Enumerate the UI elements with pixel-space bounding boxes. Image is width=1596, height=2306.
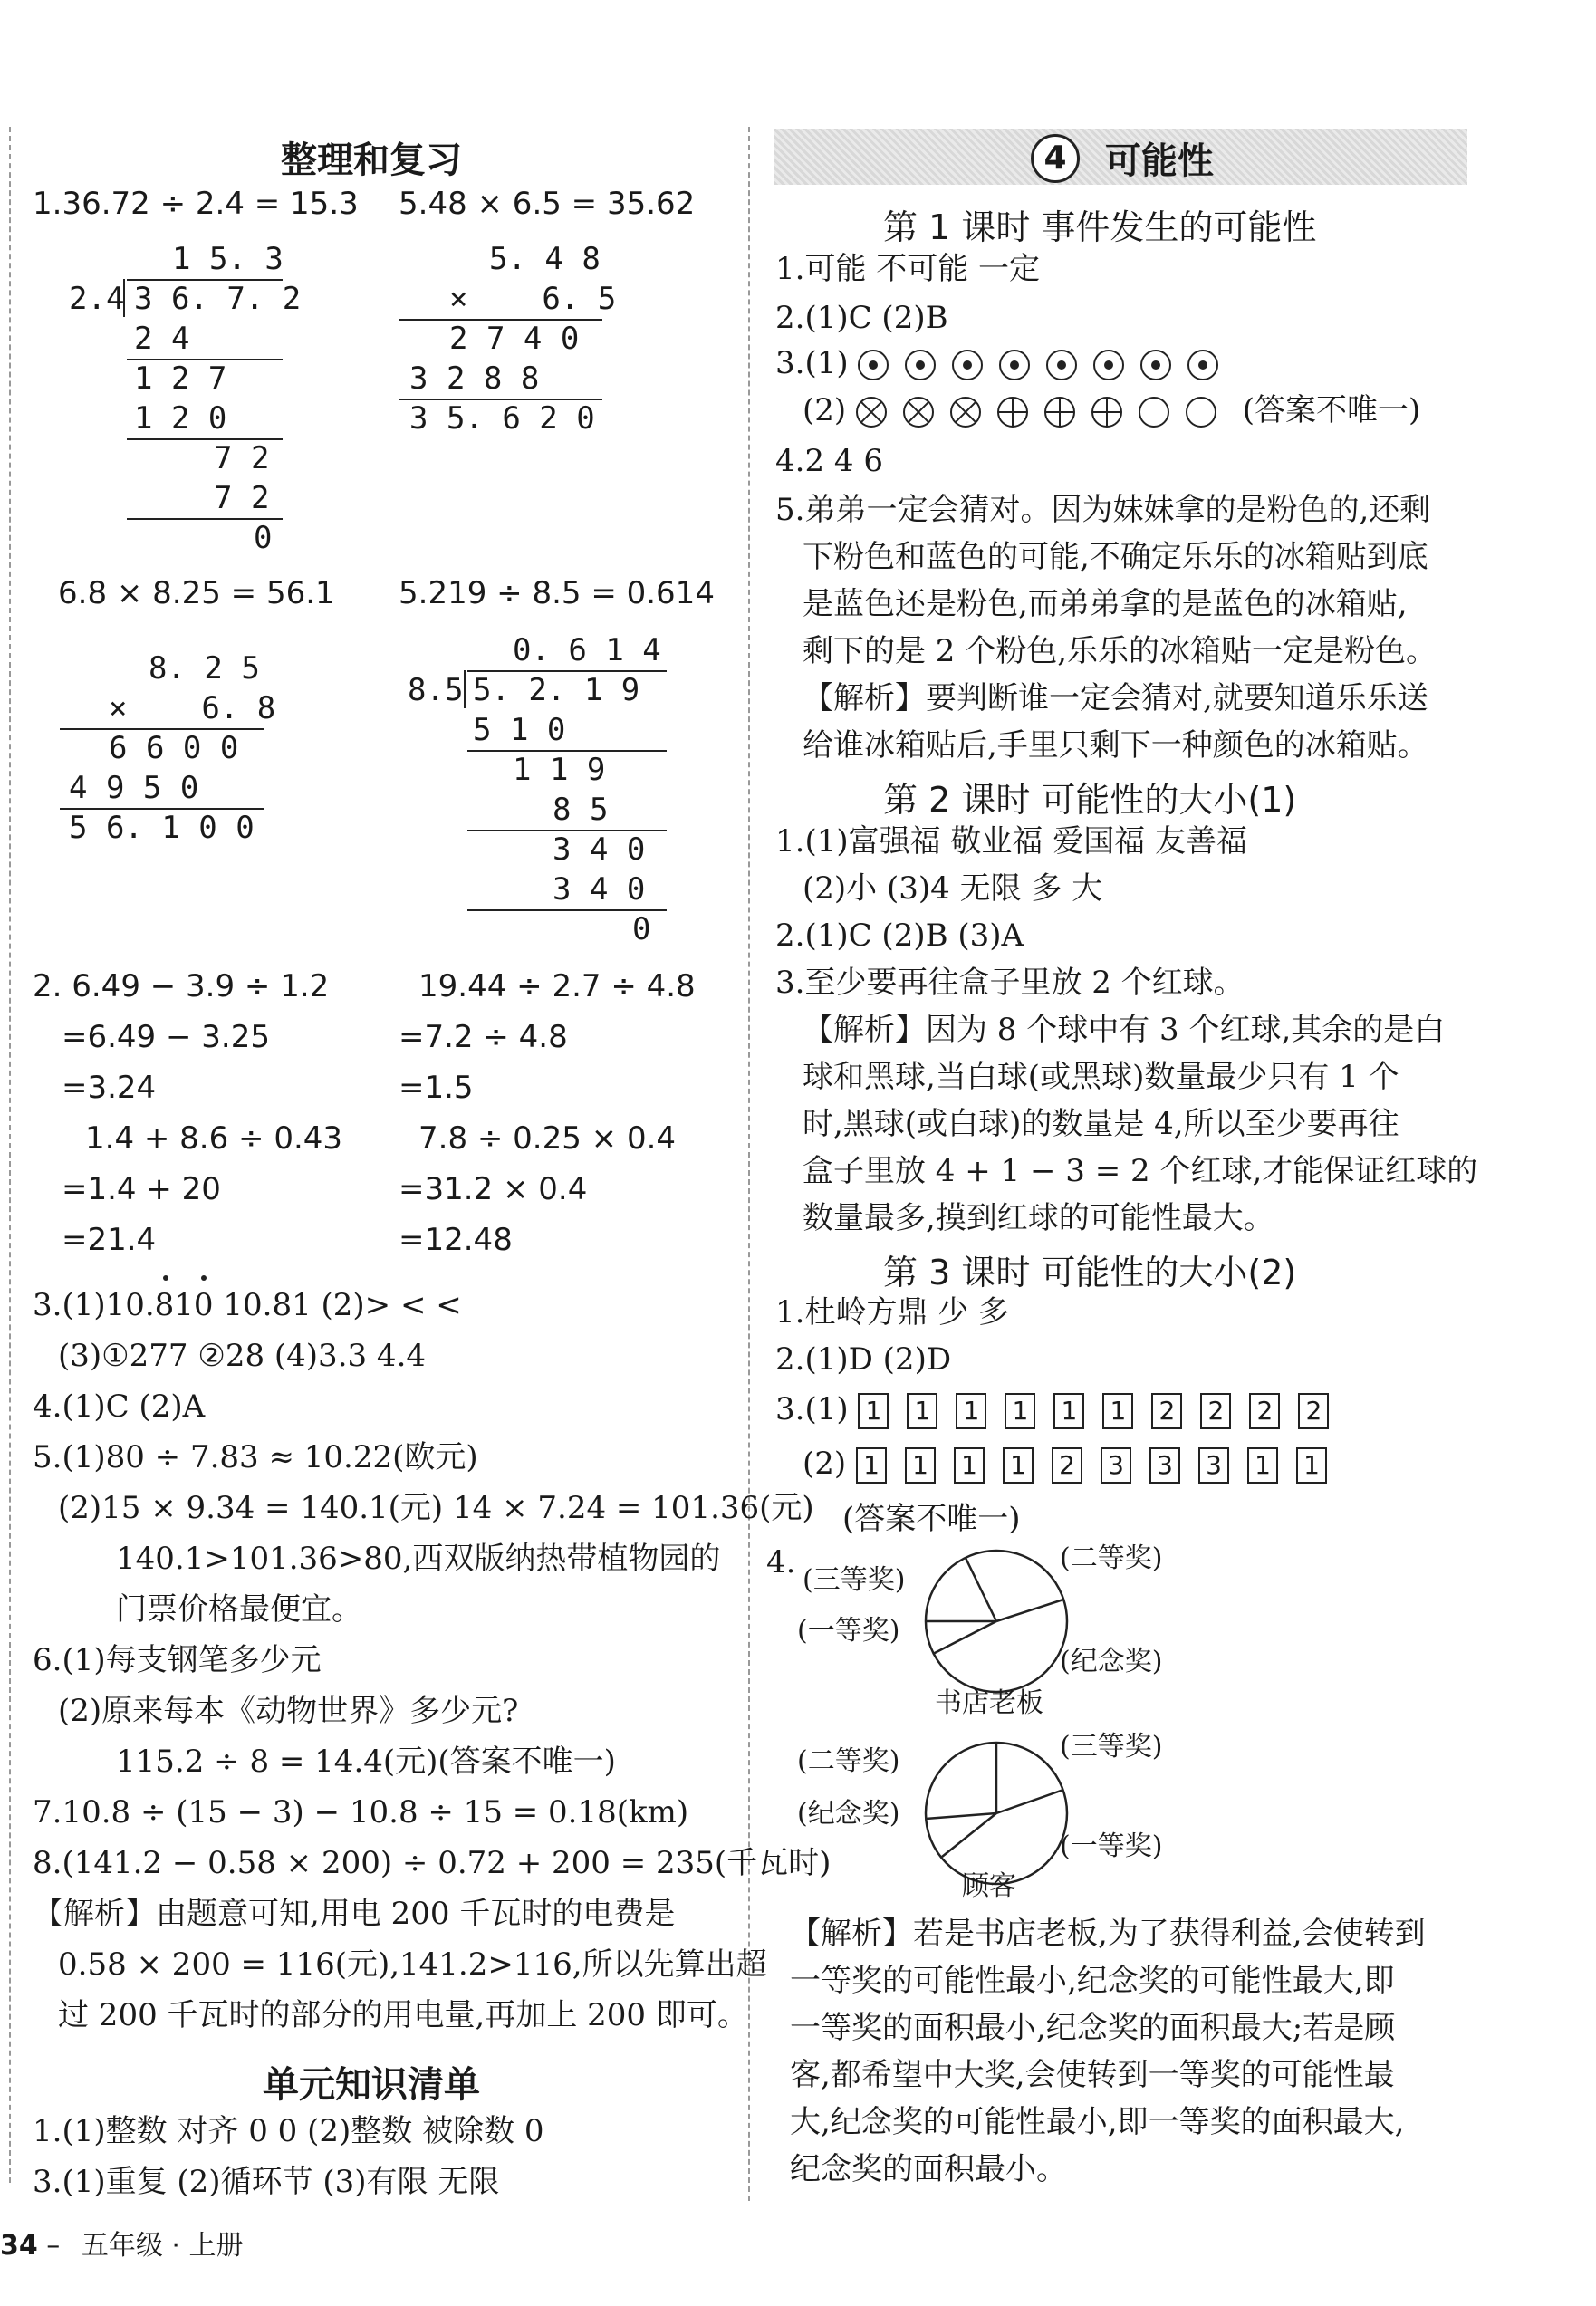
q2-calc-b-line2: =7.2 ÷ 4.8 [399,1019,568,1055]
l1-q3-row1 [775,345,1235,381]
l3-q3-note: (答案不唯一) [842,1501,1021,1537]
ball-plus-icon [997,397,1028,428]
step-row: 7 2 [214,440,270,476]
pie1-label-third-prize: (三等奖) [803,1564,906,1596]
l1-q3-note: (答案不唯一) [1242,392,1421,428]
l3-analysis-line5: 大,纪念奖的可能性最小,即一等奖的面积最大, [790,2104,1405,2140]
l2-analysis-line1: 【解析】因为 8 个球中有 3 个红球,其余的是白 [803,1012,1446,1048]
l3-q3-row1 [775,1393,1347,1429]
step-row: 0 [632,911,651,947]
ball-plus-icon [1044,397,1075,428]
q2-calc-a-line2: =6.49 − 3.25 [62,1019,270,1055]
ball-dot-icon [1093,350,1124,380]
divisor: 8.5 [408,672,464,708]
number-box: 1 [1296,1447,1327,1484]
l1-q4: 4.2 4 6 [775,443,883,479]
number-box: 2 [1151,1393,1182,1429]
l2-q1-line1: 1.(1)富强福 敬业福 爱国福 友善福 [775,823,1248,860]
ball-cross-icon [950,397,981,428]
q2-calc-d-line2: =31.2 × 0.4 [399,1171,588,1207]
divisor: 2.4 [69,281,125,317]
pie1-caption: 书店老板 [935,1687,1043,1719]
ball-cross-icon [856,397,887,428]
division-bracket [123,279,125,317]
q6-line2: (2)原来每本《动物世界》多少元? [58,1693,519,1729]
page-footer [0,2223,243,2263]
column-divider [748,127,750,2201]
q2-calc-d-line1: 7.8 ÷ 0.25 × 0.4 [418,1120,677,1157]
multiplier: × 6. 8 [109,690,276,726]
l2-q2: 2.(1)C (2)B (3)A [775,918,1024,954]
repeating-decimal-dot [201,1275,207,1281]
ball-dot-icon [999,350,1030,380]
number-box: 2 [1298,1393,1329,1429]
step-row: 7 2 [214,480,270,516]
partial-product: 3 2 8 8 [409,360,540,397]
ball-dot-icon [1187,350,1218,380]
lesson-1-title: 第 1 课时 事件发生的可能性 [883,207,1317,247]
q7-answer: 7.10.8 ÷ (15 − 3) − 10.8 ÷ 15 = 0.18(km) [33,1794,689,1830]
l3-analysis-line1: 【解析】若是书店老板,为了获得利益,会使转到 [790,1916,1426,1952]
q2-calc-c-line1: 1.4 + 8.6 ÷ 0.43 [85,1120,343,1157]
q2-calc-b-line3: =1.5 [399,1070,474,1106]
l2-analysis-line5: 数量最多,摸到红球的可能性最大。 [803,1200,1274,1236]
partial-product: 6 6 0 0 [109,730,239,766]
l2-analysis-line3: 时,黑球(或白球)的数量是 4,所以至少要再往 [803,1106,1399,1142]
l2-q1-line2: (2)小 (3)4 无限 多 大 [803,870,1103,907]
number-box: 2 [1200,1393,1231,1429]
l1-q1: 1.可能 不可能 一定 [775,251,1041,287]
section-title-knowledge-list: 单元知识清单 [263,2064,480,2106]
l1-analysis-line2: 给谁冰箱贴后,手里只剩下一种颜色的冰箱贴。 [803,727,1428,764]
number-box: 1 [954,1447,985,1484]
q2-calc-b-line1: 19.44 ÷ 2.7 ÷ 4.8 [418,968,696,1004]
q8-analysis-line3: 过 200 千瓦时的部分的用电量,再加上 200 即可。 [58,1997,748,2033]
l3-analysis-line4: 客,都希望中大奖,会使转到一等奖的可能性最 [790,2057,1395,2093]
q3-line2: (3)①277 ②28 (4)3.3 4.4 [58,1338,427,1374]
multiplier: × 6. 5 [449,281,617,317]
l1-q3-row2 [803,392,1421,428]
number-box-row-1 [858,1391,1347,1427]
q2-calc-a-line3: =3.24 [62,1070,157,1106]
l3-q2: 2.(1)D (2)D [775,1341,952,1378]
q8-analysis-line1: 【解析】由题意可知,用电 200 千瓦时的电费是 [33,1896,676,1932]
q2-calc-a-line1: 2. 6.49 − 3.9 ÷ 1.2 [33,968,330,1004]
q8-answer: 8.(141.2 − 0.58 × 200) ÷ 0.72 + 200 = 235(千瓦时) [33,1845,832,1881]
number-box: 1 [1247,1447,1278,1484]
knowledge-item-3: 3.(1)重复 (2)循环节 (3)有限 无限 [33,2164,500,2200]
l3-analysis-line6: 纪念奖的面积最小。 [790,2151,1067,2187]
number-box: 1 [1003,1447,1034,1484]
section-title-review: 整理和复习 [281,139,462,181]
l2-analysis-line2: 球和黑球,当白球(或黑球)数量最少只有 1 个 [803,1059,1399,1095]
page-number: 34 [0,2230,38,2262]
left-margin-line [9,127,11,2183]
unit-number-badge: 4 [1031,134,1080,183]
q2-calc-c-line2: =1.4 + 20 [62,1171,221,1207]
step-row: 3 4 0 [553,871,646,908]
lesson-2-title: 第 2 课时 可能性的大小(1) [883,780,1297,820]
q6-line1: 6.(1)每支钢笔多少元 [33,1642,322,1678]
pie2-label-first-prize: (一等奖) [1060,1830,1163,1862]
pie2-label-souvenir-prize: (纪念奖) [797,1798,900,1830]
q2-calc-d-line3: =12.48 [399,1222,513,1258]
ball-dot-icon [905,350,936,380]
l3-analysis-line2: 一等奖的可能性最小,纪念奖的可能性最大,即 [790,1963,1395,1999]
q1-division-equation: 1.36.72 ÷ 2.4 = 15.3 [33,186,359,222]
knowledge-item-1: 1.(1)整数 对齐 0 0 (2)整数 被除数 0 [33,2113,544,2149]
step-row: 0 [254,520,273,556]
product-result: 3 5. 6 2 0 [409,400,595,437]
step-row: 8 5 [553,792,609,828]
multiplicand: 8. 2 5 [149,650,260,687]
number-box-row-2 [856,1446,1345,1482]
multiplicand: 5. 4 8 [489,241,601,277]
step-row: 1 2 7 [134,360,227,397]
pie1-label-first-prize: (一等奖) [797,1615,900,1647]
ball-cross-icon [903,397,934,428]
ball-dot-icon [1046,350,1077,380]
l3-q3-label1: 3.(1) [775,1391,849,1427]
l3-q4-label: 4. [766,1544,796,1581]
pie1-label-souvenir-prize: (纪念奖) [1060,1646,1163,1677]
step-row: 2 4 [134,321,190,357]
l1-q3-label2: (2) [803,392,847,428]
pie1-label-second-prize: (二等奖) [1060,1542,1163,1574]
q1-division-equation-2: 5.219 ÷ 8.5 = 0.614 [399,575,715,611]
l1-q2: 2.(1)C (2)B [775,300,948,336]
l1-q5-line2: 下粉色和蓝色的可能,不确定乐乐的冰箱贴到底 [803,539,1428,575]
lesson-3-title: 第 3 课时 可能性的大小(2) [883,1253,1297,1292]
ball-dot-icon [858,350,889,380]
step-row: 3 4 0 [553,831,646,868]
number-box: 2 [1052,1447,1082,1484]
ball-dot-icon [952,350,983,380]
number-box: 1 [905,1447,936,1484]
l3-analysis-line3: 一等奖的面积最小,纪念奖的面积最大;若是顾 [790,2010,1396,2046]
l3-q3-label2: (2) [803,1446,847,1482]
number-box: 1 [956,1393,986,1429]
number-box: 1 [907,1393,937,1429]
number-box: 1 [1102,1393,1133,1429]
l1-analysis-line1: 【解析】要判断谁一定会猜对,就要知道乐乐送 [803,680,1428,716]
l3-q3-row2 [803,1447,1345,1484]
l1-q5-line1: 5.弟弟一定会猜对。因为妹妹拿的是粉色的,还剩 [775,492,1431,528]
number-box: 1 [1053,1393,1084,1429]
partial-product: 4 9 5 0 [69,770,199,806]
grade-label: 五年级 · 上册 [81,2230,244,2262]
ball-empty-icon [1139,397,1169,428]
number-box: 3 [1101,1447,1131,1484]
partial-product: 2 7 4 0 [449,321,580,357]
q8-analysis-line2: 0.58 × 200 = 116(元),141.2>116,所以先算出超 [58,1946,767,1983]
l1-q5-line3: 是蓝色还是粉色,而弟弟拿的是蓝色的冰箱贴, [803,586,1408,622]
spinner-diagram-shopkeeper [915,1540,1078,1703]
step-row: 1 2 0 [134,400,227,437]
quotient: 0. 6 1 4 [513,632,661,668]
pie2-label-third-prize: (三等奖) [1060,1731,1163,1763]
q3-line1: 3.(1)10.810 10.81 (2)> < < [33,1287,462,1323]
number-box: 1 [858,1393,889,1429]
number-box: 1 [1005,1393,1035,1429]
unit-heading [1031,132,1214,184]
q1-multiplication-equation-2: 6.8 × 8.25 = 56.1 [58,575,335,611]
dividend: 3 6. 7. 2 [134,281,302,317]
q6-line3: 115.2 ÷ 8 = 14.4(元)(答案不唯一) [116,1744,616,1780]
q4-answer: 4.(1)C (2)A [33,1388,206,1425]
l2-q3: 3.至少要再往盒子里放 2 个红球。 [775,965,1245,1001]
l2-analysis-line4: 盒子里放 4 + 1 − 3 = 2 个红球,才能保证红球的 [803,1153,1478,1189]
pie2-label-second-prize: (二等奖) [797,1745,900,1777]
dividend: 5. 2. 1 9 [473,672,640,708]
q2-calc-c-line3: =21.4 [62,1222,157,1258]
pie2-caption: 顾客 [962,1870,1016,1902]
q5-line4: 门票价格最便宜。 [116,1591,362,1628]
number-box: 3 [1198,1447,1229,1484]
l1-q3-label1: 3.(1) [775,345,849,381]
step-row: 1 1 9 [513,752,606,788]
product-result: 5 6. 1 0 0 [69,810,255,846]
l1-q5-line4: 剩下的是 2 个粉色,乐乐的冰箱贴一定是粉色。 [803,633,1437,669]
ball-empty-icon [1186,397,1216,428]
step-row: 5 1 0 [473,712,566,748]
quotient: 1 5. 3 [172,241,284,277]
number-box: 1 [856,1447,887,1484]
unit-title: 可能性 [1104,140,1214,182]
ball-plus-icon [1091,397,1122,428]
footer-separator: – [46,2230,61,2262]
q1-multiplication-equation: 5.48 × 6.5 = 35.62 [399,186,696,222]
q5-line3: 140.1>101.36>80,西双版纳热带植物园的 [116,1541,721,1577]
division-bracket [464,670,466,708]
l3-q1: 1.杜岭方鼎 少 多 [775,1294,1010,1331]
q5-line1: 5.(1)80 ÷ 7.83 ≈ 10.22(欧元) [33,1439,478,1475]
number-box: 2 [1249,1393,1280,1429]
repeating-decimal-dot [163,1275,168,1281]
q5-line2: (2)15 × 9.34 = 140.1(元) 14 × 7.24 = 101.36(元) [58,1490,814,1526]
number-box: 3 [1149,1447,1180,1484]
ball-dot-icon [1140,350,1171,380]
